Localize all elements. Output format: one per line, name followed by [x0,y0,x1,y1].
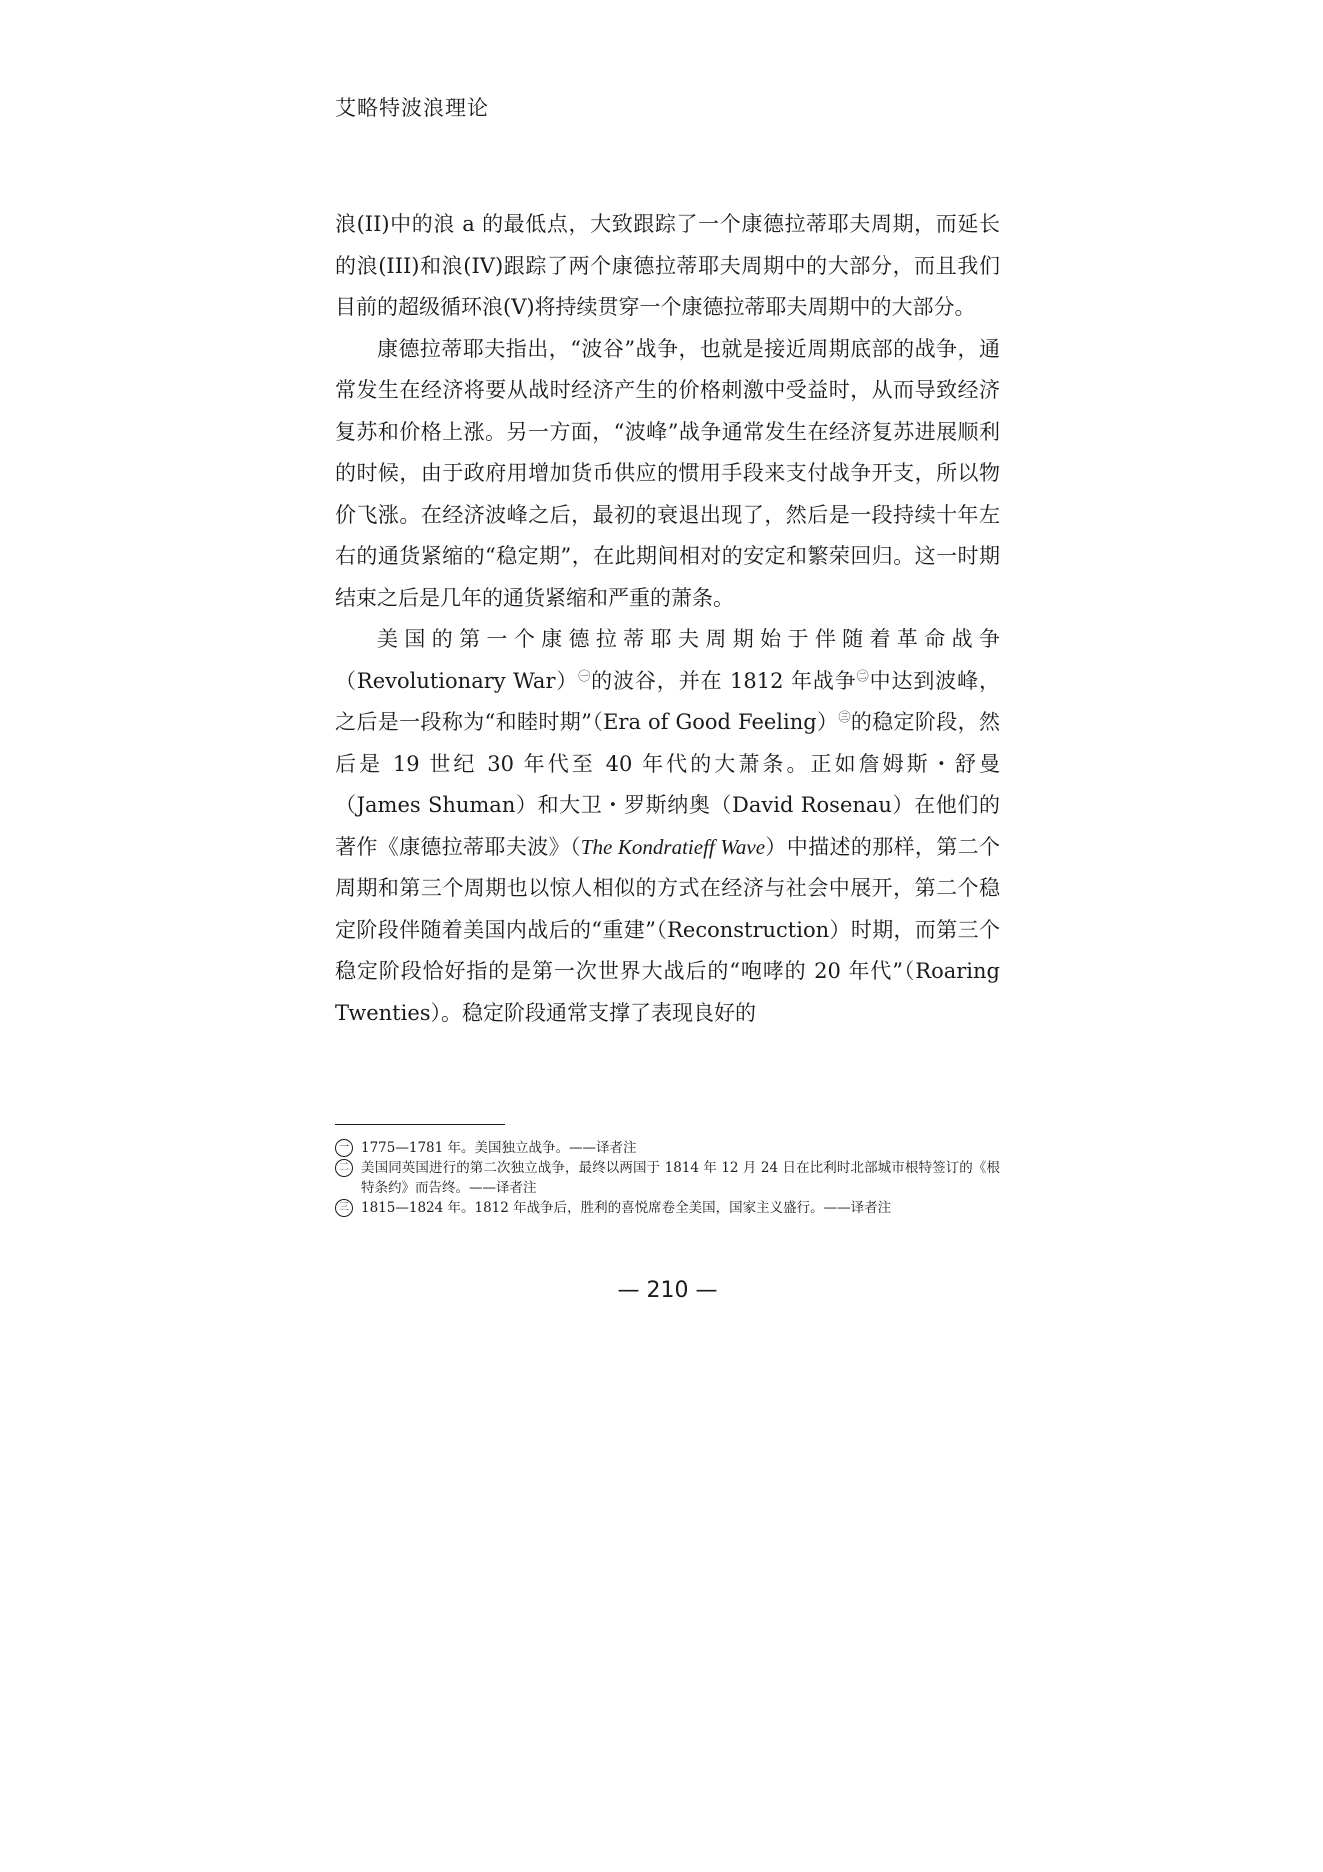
footnote-marker-2: 二 [335,1159,353,1177]
footnote-ref-2[interactable]: ㊁ [856,668,870,683]
paragraph-1: 浪(II)中的浪 a 的最低点，大致跟踪了一个康德拉蒂耶夫周期，而延长的浪(III)和浪(IV)跟踪了两个康德拉蒂耶夫周期中的大部分，而且我们目前的超级循环浪(V)将持续贯穿一个康德拉蒂耶夫周期中的大部分。 [335,212,1000,319]
footnote-text-1: 1775—1781 年。美国独立战争。——译者注 [361,1140,637,1156]
footnote-text-3: 1815—1824 年。1812 年战争后，胜利的喜悦席卷全美国，国家主义盛行。——译者注 [361,1200,892,1216]
paragraph-3-part-c: 中达到波峰，之后是一段称为“和睦时期”（Era of Good Feeling） [335,668,1000,734]
paragraph-3-part-a: 美国的第一个康德拉蒂耶夫周期始于伴随着革命战争（Revolutionary War） [335,627,1000,693]
paragraph-2: 康德拉蒂耶夫指出，“波谷”战争，也就是接近周期底部的战争，通常发生在经济将要从战时经济产生的价格刺激中受益时，从而导致经济复苏和价格上涨。另一方面，“波峰”战争通常发生在经济复苏进展顺利的时候，由于政府用增加货币供应的惯用手段来支付战争开支，所以物价飞涨。在经济波峰之后，最初的衰退出现了，然后是一段持续十年左右的通货紧缩的“稳定期”，在此期间相对的安定和繁荣回归。这一时期结束之后是几年的通货紧缩和严重的萧条。 [335,336,1000,610]
footnote-divider [335,1124,505,1125]
footnote-2 [335,1158,1000,1198]
footnote-ref-3[interactable]: ㊂ [838,710,851,724]
footnote-1 [335,1138,1000,1158]
footnote-text-2: 美国同英国进行的第二次独立战争，最终以两国于 1814 年 12 月 24 日在比利时北部城市根特签订的《根特条约》而告终。——译者注 [361,1160,1000,1196]
footnote-marker-3: 三 [335,1199,353,1217]
footnotes [335,1138,1000,1218]
footnote-marker-1: 一 [335,1139,353,1157]
book-title-italic: The Kondratieff Wave [580,834,766,859]
paragraph-3-part-d: 的稳定阶段，然后是 19 世纪 30 年代至 40 年代的大萧条。正如詹姆斯・舒曼（James Shuman）和大卫・罗斯纳奥（David Rosenau）在他们的著作《康德拉蒂耶夫波》（ [335,710,1001,859]
footnote-ref-1[interactable]: ㊀ [578,668,592,683]
running-header: 艾略特波浪理论 [335,96,489,120]
paragraph-3-part-e: ）中描述的那样，第二个周期和第三个周期也以惊人相似的方式在经济与社会中展开，第二个稳定阶段伴随着美国内战后的“重建”（Reconstruction）时期，而第三个稳定阶段恰好指的是第一次世界大战后的“咆哮的 20 年代”（Roaring Twenties）。稳定阶段通常支撑了表现良好的 [335,834,1001,1025]
page-number: — 210 — [617,1278,718,1303]
body-text [335,204,1000,1034]
paragraph-3-part-b: 的波谷，并在 1812 年战争 [591,668,857,693]
footnote-3 [335,1198,1000,1218]
paragraph-3 [335,619,1000,1034]
